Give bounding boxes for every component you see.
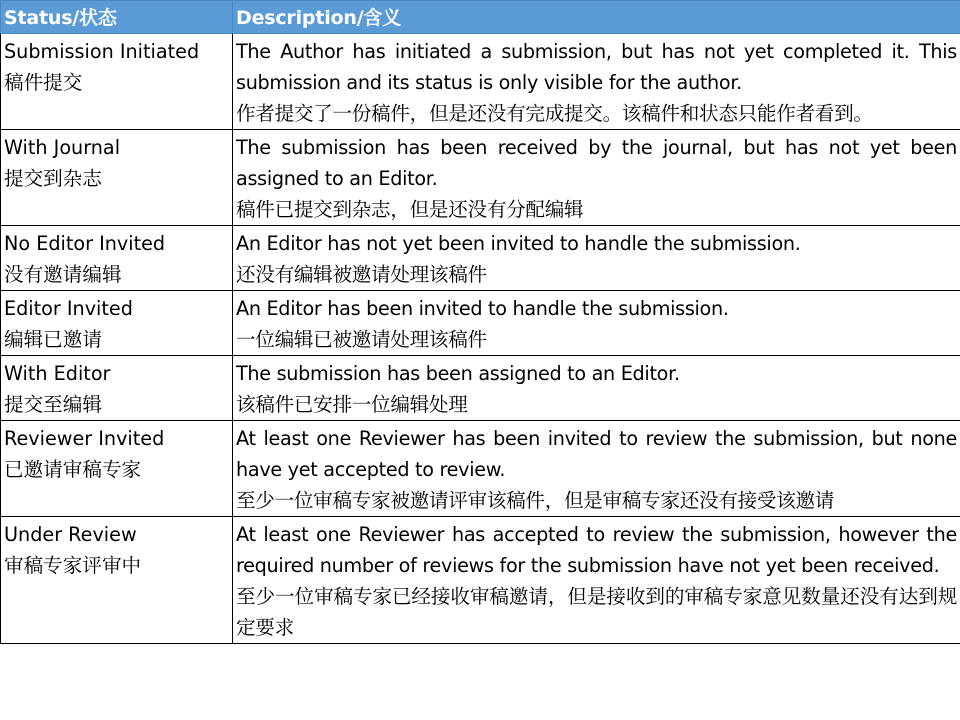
description-cell [233, 356, 960, 421]
status-en: No Editor Invited [4, 232, 166, 255]
description-zh: 稿件已提交到杂志，但是还没有分配编辑 [236, 198, 584, 221]
description-en: The submission has been received by the journal, but has not yet been assigned to an Editor. [236, 136, 957, 190]
description-en: At least one Reviewer has been invited to review the submission, but none have yet accepted to review. [236, 427, 957, 481]
description-cell [233, 226, 960, 291]
status-zh: 提交到杂志 [4, 167, 102, 190]
description-zh: 至少一位审稿专家已经接收审稿邀请，但是接收到的审稿专家意见数量还没有达到规定要求 [236, 585, 957, 639]
description-en: An Editor has not yet been invited to handle the submission. [236, 232, 801, 255]
header-row [1, 1, 960, 34]
status-column-header: Status/状态 [1, 1, 233, 34]
status-cell [1, 356, 233, 421]
table-row [1, 421, 960, 517]
status-en: Under Review [4, 523, 137, 546]
status-zh: 审稿专家评审中 [4, 554, 142, 577]
table-row [1, 517, 960, 644]
description-zh: 一位编辑已被邀请处理该稿件 [236, 328, 487, 351]
status-cell [1, 34, 233, 130]
status-zh: 稿件提交 [4, 71, 83, 94]
status-cell [1, 291, 233, 356]
status-zh: 编辑已邀请 [4, 328, 102, 351]
status-cell [1, 130, 233, 226]
status-cell [1, 517, 233, 644]
description-en: An Editor has been invited to handle the submission. [236, 297, 729, 320]
description-en: The submission has been assigned to an Editor. [236, 362, 680, 385]
table-row [1, 34, 960, 130]
description-en: The Author has initiated a submission, but has not yet completed it. This submission and its status is only visible for the author. [236, 40, 957, 94]
description-zh: 还没有编辑被邀请处理该稿件 [236, 263, 487, 286]
status-en: Submission Initiated [4, 40, 200, 63]
description-cell [233, 291, 960, 356]
status-cell [1, 421, 233, 517]
description-zh: 该稿件已安排一位编辑处理 [236, 393, 468, 416]
description-cell [233, 34, 960, 130]
description-zh: 至少一位审稿专家被邀请评审该稿件，但是审稿专家还没有接受该邀请 [236, 489, 835, 512]
table-row [1, 226, 960, 291]
status-zh: 提交至编辑 [4, 393, 102, 416]
table-row [1, 356, 960, 421]
status-zh: 没有邀请编辑 [4, 263, 122, 286]
description-cell [233, 517, 960, 644]
description-cell [233, 130, 960, 226]
status-zh: 已邀请审稿专家 [4, 458, 142, 481]
status-en: Reviewer Invited [4, 427, 165, 450]
status-en: With Editor [4, 362, 111, 385]
status-en: With Journal [4, 136, 121, 159]
status-en: Editor Invited [4, 297, 133, 320]
status-cell [1, 226, 233, 291]
description-en: At least one Reviewer has accepted to review the submission, however the required number of reviews for the submission have not yet been received. [236, 523, 957, 577]
description-zh: 作者提交了一份稿件，但是还没有完成提交。该稿件和状态只能作者看到。 [236, 102, 873, 125]
table-row [1, 130, 960, 226]
description-column-header: Description/含义 [233, 1, 960, 34]
table-row [1, 291, 960, 356]
description-cell [233, 421, 960, 517]
